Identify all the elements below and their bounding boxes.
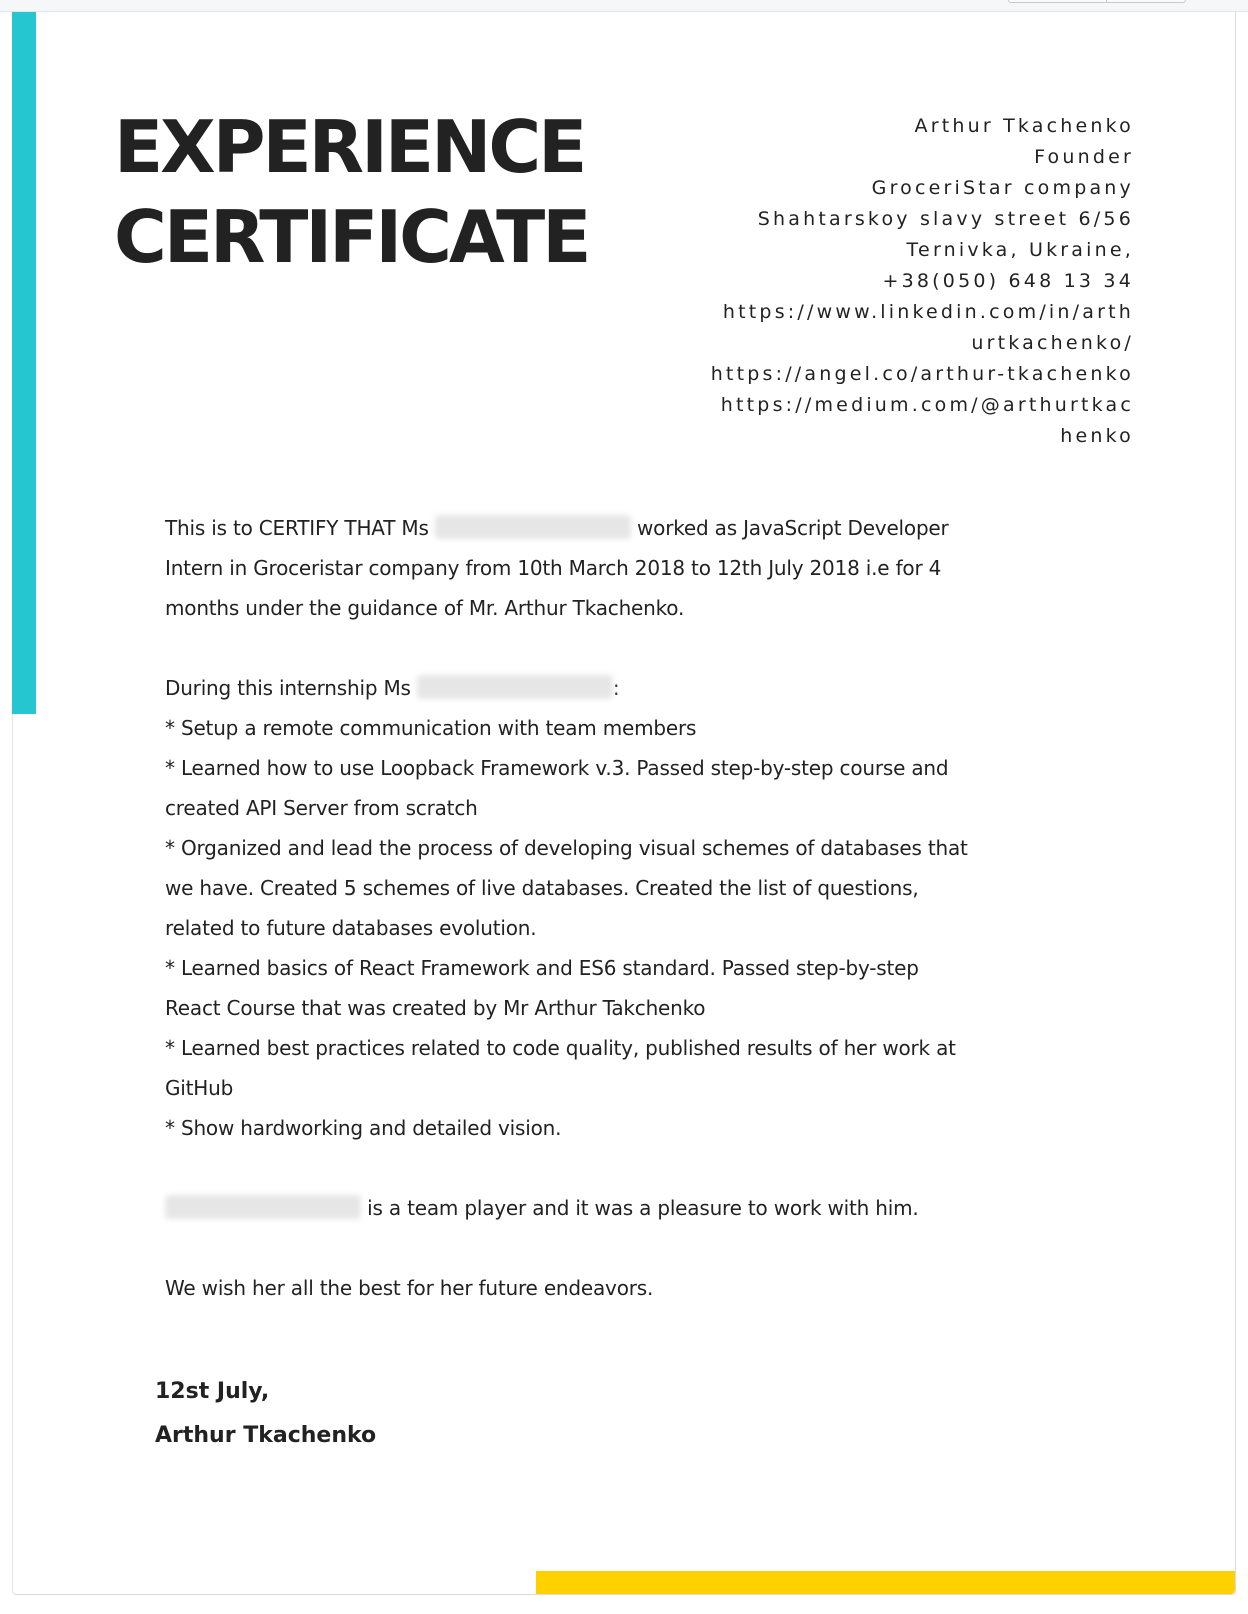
intro-line-2: Intern in Groceristar company from 10th March 2018 to 12th July 2018 i.e for 4: [165, 556, 942, 580]
signature-name: Arthur Tkachenko: [155, 1423, 377, 1448]
intro-text-start: This is to CERTIFY THAT Ms: [165, 516, 429, 540]
certificate-body: [165, 508, 1085, 1308]
wish-line: We wish her all the best for her future endeavors.: [165, 1276, 654, 1300]
intro-line-1: [165, 508, 1085, 548]
teal-accent-bar: [12, 12, 36, 714]
yellow-accent-bar: [536, 1571, 1235, 1594]
sender-street: Shahtarskoy slavy street 6/56: [757, 208, 1134, 230]
sender-phone: +38(050) 648 13 34: [882, 270, 1134, 292]
sender-contact-block: [674, 111, 1134, 452]
signature-date: 12st July,: [155, 1379, 270, 1404]
redacted-name: [417, 675, 613, 699]
button-divider: [1106, 0, 1107, 2]
title-line-2: CERTIFICATE: [114, 195, 589, 279]
intro-line-3: months under the guidance of Mr. Arthur Tkachenko.: [165, 596, 685, 620]
viewer-toolbar: [0, 0, 1248, 12]
toolbar-button-group[interactable]: [1008, 0, 1186, 3]
linkedin-link[interactable]: https://www.linkedin.com/in/arth: [722, 301, 1134, 323]
sender-company: GroceriStar company: [871, 177, 1134, 199]
sender-city: Ternivka, Ukraine,: [906, 239, 1134, 261]
bullet-line: * Setup a remote communication with team members: [165, 716, 697, 740]
intro-text-end: worked as JavaScript Developer: [637, 516, 949, 540]
bullet-line: * Learned basics of React Framework and ES6 standard. Passed step-by-step: [165, 956, 919, 980]
redacted-name: [435, 515, 631, 539]
linkedin-link-continued[interactable]: urtkachenko/: [971, 332, 1134, 354]
sender-name: Arthur Tkachenko: [914, 115, 1134, 137]
medium-link-continued[interactable]: henko: [1060, 425, 1134, 447]
medium-link[interactable]: https://medium.com/@arthurtkac: [720, 394, 1134, 416]
during-text: During this internship Ms: [165, 676, 411, 700]
sender-role: Founder: [1034, 146, 1134, 168]
team-player-line: [165, 1188, 1085, 1228]
signature-block: [155, 1370, 376, 1458]
bullet-line: we have. Created 5 schemes of live databases. Created the list of questions,: [165, 876, 919, 900]
bullet-line: * Show hardworking and detailed vision.: [165, 1116, 562, 1140]
bullet-line: * Learned how to use Loopback Framework v.3. Passed step-by-step course and: [165, 756, 949, 780]
bullet-line: React Course that was created by Mr Arthur Takchenko: [165, 996, 706, 1020]
bullet-line: * Learned best practices related to code quality, published results of her work at: [165, 1036, 956, 1060]
bullet-line: * Organized and lead the process of developing visual schemes of databases that: [165, 836, 968, 860]
angel-link[interactable]: https://angel.co/arthur-tkachenko: [710, 363, 1134, 385]
bullet-line: GitHub: [165, 1076, 234, 1100]
title-line-1: EXPERIENCE: [114, 105, 585, 189]
bullet-line: related to future databases evolution.: [165, 916, 537, 940]
redacted-name: [165, 1195, 361, 1219]
team-player-text: is a team player and it was a pleasure to work with him.: [367, 1196, 919, 1220]
certificate-title: [114, 102, 588, 282]
during-colon: :: [612, 676, 620, 700]
bullet-line: created API Server from scratch: [165, 796, 478, 820]
during-line: [165, 668, 1085, 708]
